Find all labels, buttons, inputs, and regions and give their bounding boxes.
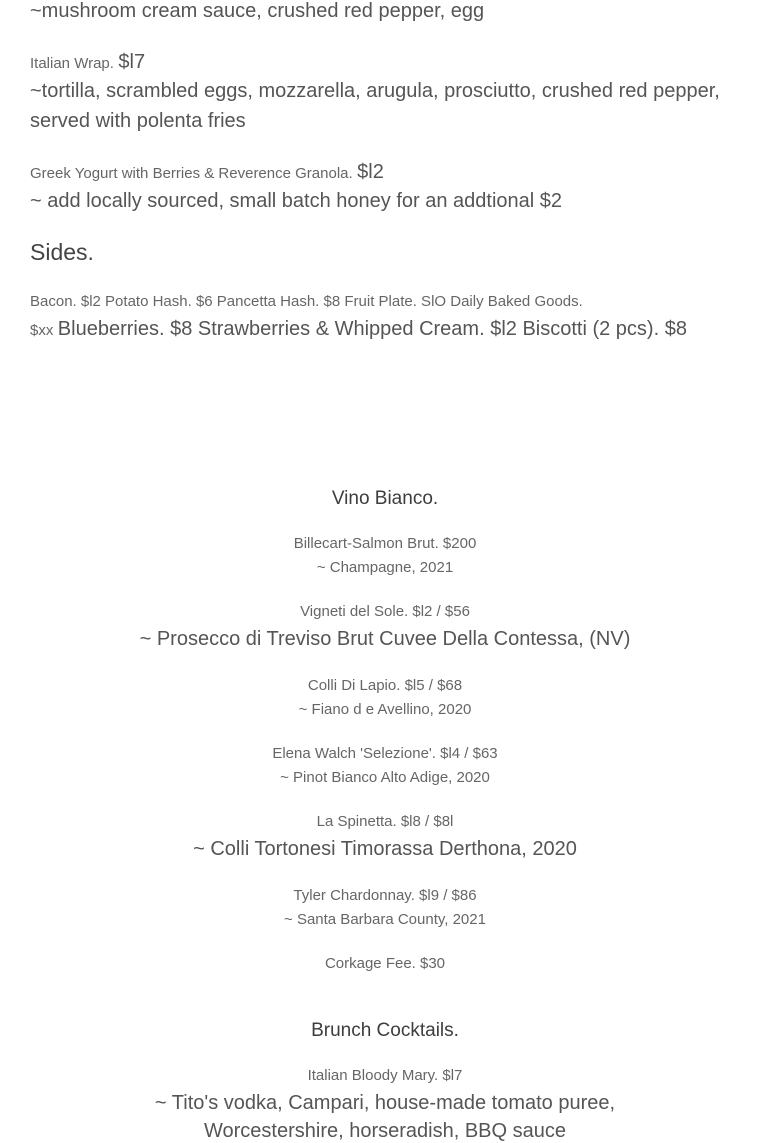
section-title-sides: Sides. xyxy=(30,239,94,265)
menu-item-description: ~mushroom cream sauce, crushed red pepper, egg xyxy=(30,0,485,22)
menu-item-greek-yogurt xyxy=(30,161,384,184)
menu-item-name: Italian Wrap. xyxy=(30,55,114,72)
menu-item-italian-wrap xyxy=(30,51,145,74)
section-title-cocktails: Brunch Cocktails. xyxy=(311,1020,459,1041)
wine-name: Vigneti del Sole. $l2 / $56 xyxy=(300,603,470,620)
sides-list-line xyxy=(30,318,687,341)
menu-item-price: $l7 xyxy=(118,51,146,73)
wine-name: Colli Di Lapio. $l5 / $68 xyxy=(307,677,463,694)
menu-item-name: Greek Yogurt with Berries & Reverence Granola. xyxy=(30,165,353,182)
wine-name: Billecart-Salmon Brut. $200 xyxy=(293,535,477,552)
section-title-wine: Vino Bianco. xyxy=(331,488,439,509)
cocktail-description: ~ Tito's vodka, Campari, house-made tomato puree, xyxy=(154,1092,616,1114)
sides-list-line: Bacon. $l2 Potato Hash. $6 Pancetta Hash. $8 Fruit Plate. SlO Daily Baked Goods. xyxy=(30,293,583,310)
corkage-fee: Corkage Fee. $30 xyxy=(324,955,446,972)
wine-description: ~ Colli Tortonesi Timorassa Derthona, 2020 xyxy=(193,838,577,860)
wine-name: Tyler Chardonnay. $l9 / $86 xyxy=(293,887,477,904)
wine-description: ~ Fiano d e Avellino, 2020 xyxy=(298,701,472,718)
sides-big-text: Blueberries. $8 Strawberries & Whipped Cream. $l2 Biscotti (2 pcs). $8 xyxy=(57,318,687,340)
sides-small-text: $xx xyxy=(30,322,54,339)
wine-description: ~ Prosecco di Treviso Brut Cuvee Della Contessa, (NV) xyxy=(139,628,631,650)
wine-name: La Spinetta. $l8 / $8l xyxy=(316,813,454,830)
wine-description: ~ Santa Barbara County, 2021 xyxy=(284,911,486,928)
menu-item-price: $l2 xyxy=(357,161,384,183)
cocktail-name: Italian Bloody Mary. $l7 xyxy=(307,1067,463,1084)
menu-item-description: ~tortilla, scrambled eggs, mozzarella, arugula, prosciutto, crushed red pepper, xyxy=(30,80,720,102)
wine-name: Elena Walch 'Selezione'. $l4 / $63 xyxy=(272,745,498,762)
cocktail-description: Worcestershire, horseradish, BBQ sauce xyxy=(203,1120,566,1142)
menu-item-description: ~ add locally sourced, small batch honey for an addtional $2 xyxy=(30,190,563,212)
menu-item-description: served with polenta fries xyxy=(30,110,246,132)
wine-description: ~ Champagne, 2021 xyxy=(316,559,454,576)
wine-description: ~ Pinot Bianco Alto Adige, 2020 xyxy=(280,769,490,786)
